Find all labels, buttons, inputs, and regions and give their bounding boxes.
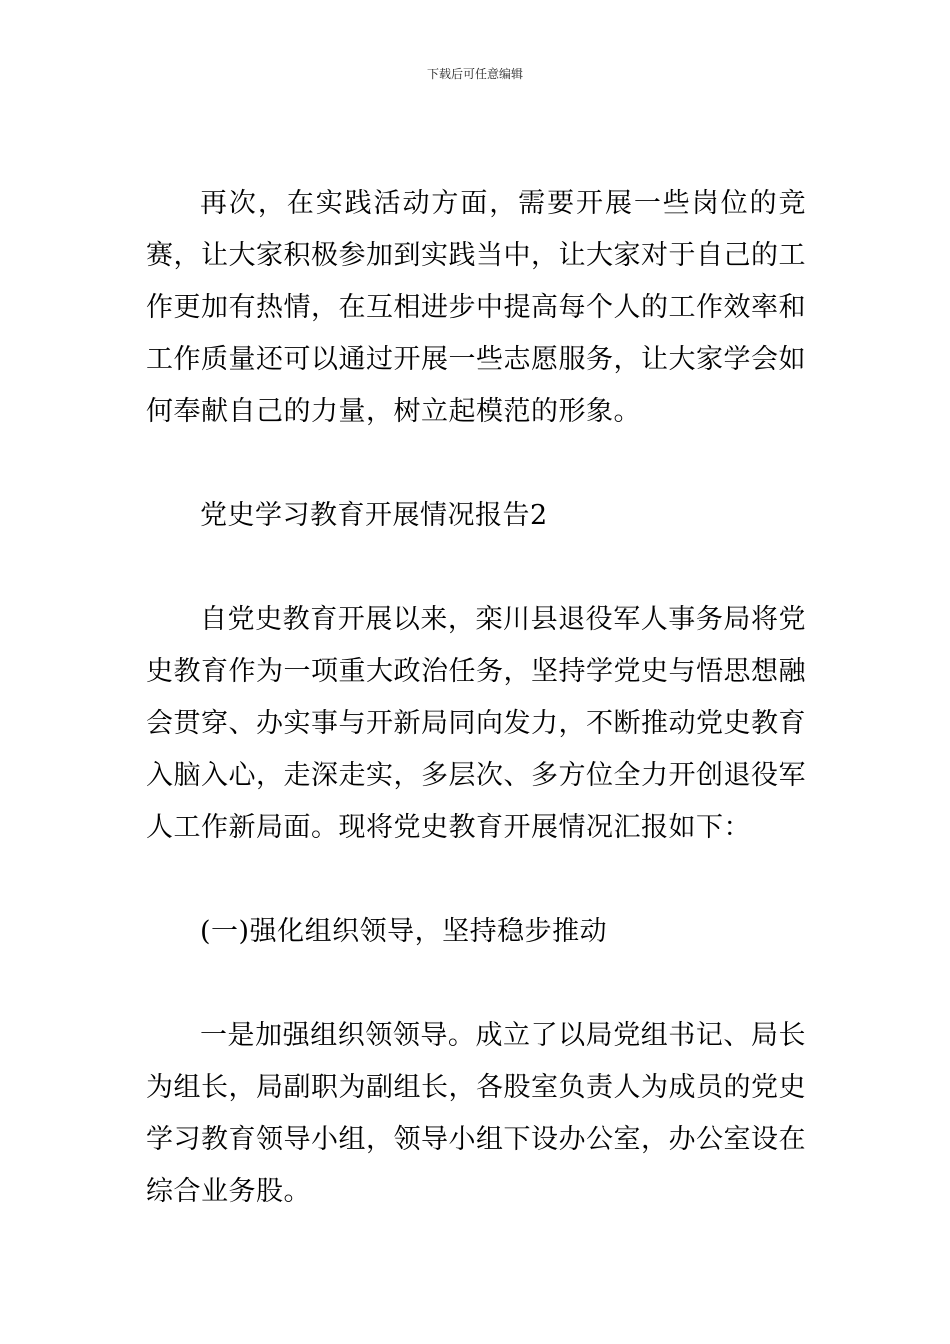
subheading-organization-leadership: (一)强化组织领导，坚持稳步推动 — [200, 916, 608, 947]
document-body — [146, 178, 806, 1218]
paragraph-leadership-group: 一是加强组织领领导。成立了以局党组书记、局长为组长，局副职为副组长，各股室负责人为成员的党史学习教育领导小组，领导小组下设办公室，办公室设在综合业务股。 — [146, 1020, 806, 1207]
paragraph-practice-activities: 再次，在实践活动方面，需要开展一些岗位的竞赛，让大家积极参加到实践当中，让大家对于自己的工作更加有热情，在互相进步中提高每个人的工作效率和工作质量还可以通过开展一些志愿服务，让大家学会如何奉献自己的力量，树立起模范的形象。 — [146, 188, 806, 427]
paragraph-introduction: 自党史教育开展以来，栾川县退役军人事务局将党史教育作为一项重大政治任务，坚持学党史与悟思想融会贯穿、办实事与开新局同向发力，不断推动党史教育入脑入心，走深走实，多层次、多方位全力开创退役军人工作新局面。现将党史教育开展情况汇报如下： — [146, 604, 806, 843]
page-header: 下载后可任意编辑 — [426, 67, 523, 81]
section-title-report-2: 党史学习教育开展情况报告2 — [200, 500, 548, 531]
